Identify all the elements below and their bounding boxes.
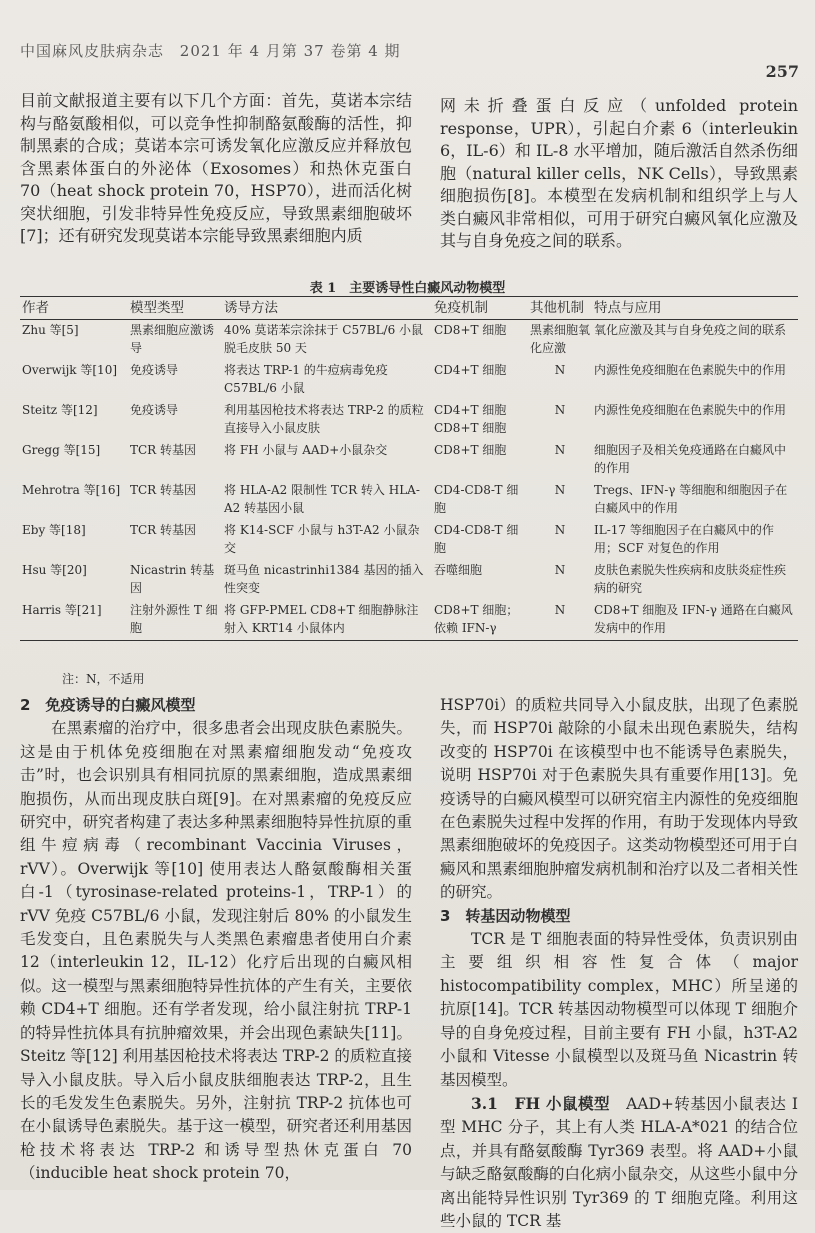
cell-method: 利用基因枪技术将表达 TRP-2 的质粒直接导入小鼠皮肤 [224,403,424,435]
cell-other: 黑素细胞氧化应激 [530,323,591,355]
cell-other: N [554,403,566,417]
cell-other: N [554,483,566,497]
bottom-left-column [20,694,412,1186]
cell-features: CD8+T 细胞及 IFN-γ 通路在白癜风发病中的作用 [592,600,798,641]
cell-features: 皮肤色素脱失性疾病和皮肤炎症性疾病的研究 [594,563,787,595]
cell-model-type: Nicastrin 转基因 [130,563,215,595]
bottom-right-column [440,694,798,1233]
table-row [20,520,798,560]
table-row [20,440,798,480]
section-3-body: TCR 是 T 细胞表面的特异性受体，负责识别由主要组织相容性复合体（major histocompatibility complex，MHC）所呈递的抗原[14]。TCR 转基因动物模型可以体现 T 细胞介导的自身免疫过程，目前主要有 FH 小鼠，h3T-A2 小鼠和 Vitesse 小鼠模型以及斑马鱼 Nicastrin 转基因模型。 [440,930,798,1089]
header-immune: 免疫机制 [432,297,528,320]
top-right-paragraph: 网未折叠蛋白反应（unfolded protein response，UPR），引起白介素 6（interleukin 6，IL-6）和 IL-8 水平增加，随后激活自然杀伤细胞（natural killer cells，NK Cells），导致黑素细胞损伤[8]。本模型在发病机制和组织学上与人类白癜风非常相似，可用于研究白癜风氧化应激及其与自身免疫之间的联系。 [440,96,798,250]
cell-author: Mehrotra 等[16] [22,483,121,497]
cell-method: 40% 莫诺苯宗涂抹于 C57BL/6 小鼠脱毛皮肤 50 天 [224,323,424,355]
model-table [20,296,798,641]
cell-author: Harris 等[21] [20,600,128,641]
table-header-row [20,297,798,320]
header-model-type: 模型类型 [128,297,222,320]
cell-features: Tregs、IFN-γ 等细胞和细胞因子在白癜风中的作用 [594,483,788,515]
cell-author: Overwijk 等[10] [22,363,118,377]
cell-features: 内源性免疫细胞在色素脱失中的作用 [594,363,787,377]
cell-model-type: 注射外源性 T 细胞 [128,600,222,641]
cell-method: 将 FH 小鼠与 AAD+小鼠杂交 [224,443,388,457]
table-row [20,480,798,520]
cell-model-type: 黑素细胞应激诱导 [130,323,215,355]
cell-model-type: 免疫诱导 [130,363,179,377]
section-3-1-body: AAD+转基因小鼠表达 I 型 MHC 分子，其上有人类 HLA-A*021 的结合位点，并具有酪氨酸酶 Tyr369 表型。将 AAD+小鼠与缺乏酪氨酸酶的白化病小鼠杂交，从这些小鼠中分离出能特异性识别 Tyr369 的 T 细胞克隆。利用这些小鼠的 TCR 基 [440,1094,798,1230]
cell-features: IL-17 等细胞因子在白癜风中的作用；SCF 对复色的作用 [594,523,774,555]
cell-immune: CD8+T 细胞；依赖 IFN-γ [432,600,528,641]
cell-immune: CD4+T 细胞 [434,363,507,377]
cell-model-type: TCR 转基因 [130,523,197,537]
cell-features: 内源性免疫细胞在色素脱失中的作用 [594,403,787,417]
cell-model-type: TCR 转基因 [130,443,197,457]
cell-other: N [554,363,566,377]
table-note: 注：N，不适用 [62,672,145,686]
page-number: 257 [765,62,799,81]
header-author: 作者 [20,297,128,320]
journal-issue: 2021 年 4 月第 37 卷第 4 期 [179,42,401,60]
cell-author: Hsu 等[20] [22,563,87,577]
cell-other: N [554,563,566,577]
top-right-column [440,95,798,253]
table-caption: 表 1 主要诱导性白癜风动物模型 [309,281,506,296]
cell-method: 将 K14-SCF 小鼠与 h3T-A2 小鼠杂交 [224,523,420,555]
section-2-continued: HSP70i）的质粒共同导入小鼠皮肤，出现了色素脱失，而 HSP70i 敲除的小鼠未出现色素脱失，结构改变的 HSP70i 在该模型中也不能诱导色素脱失，说明 HSP70i 对于色素脱失具有重要作用[13]。免疫诱导的白癜风模型可以研究宿主内源性的免疫细胞在色素脱失过程中发挥的作用，有助于发现体内导致黑素细胞破坏的免疫因子。这类动物模型还可用于白癜风和黑素细胞肿瘤发病机制和治疗以及二者相关性的研究。 [440,696,798,902]
cell-method: 将表达 TRP-1 的牛痘病毒免疫 C57BL/6 小鼠 [224,363,388,395]
header-features: 特点与应用 [592,297,798,320]
cell-immune: CD4+T 细胞 CD8+T 细胞 [434,403,507,435]
section-3-title: 3 转基因动物模型 [440,906,571,925]
top-left-column [20,90,412,248]
header-other: 其他机制 [528,297,592,320]
cell-method: 斑马鱼 nicastrinhi1384 基因的插入性突变 [224,563,424,595]
table-row [20,600,798,641]
table-row [20,320,798,361]
journal-header [20,40,401,61]
cell-author: Gregg 等[15] [22,443,101,457]
section-2-body: 在黑素瘤的治疗中，很多患者会出现皮肤色素脱失。这是由于机体免疫细胞在对黑素瘤细胞发动“免疫攻击”时，也会识别具有相同抗原的黑素细胞，造成黑素细胞损伤，从而出现皮肤白斑[9]。在对黑素瘤的免疫反应研究中，研究者构建了表达多种黑素细胞特异性抗原的重组牛痘病毒（recombinant Vaccinia Viruses，rVV）。Overwijk 等[10] 使用表达人酪氨酸酶相关蛋白-1（tyrosinase-related proteins-1，TRP-1）的 rVV 免疫 C57BL/6 小鼠，发现注射后 80% 的小鼠发生毛发变白，且色素脱失与人类黑色素瘤患者使用白介素 12（interleukin 12，IL-12）化疗后出现的白癜风相似。这一模型与黑素细胞特异性抗体的产生有关，主要依赖 CD4+T 细胞。还有学者发现，给小鼠注射抗 TRP-1 的特异性抗体具有抗肿瘤效果，并会出现色素缺失[11]。Steitz 等[12] 利用基因枪技术将表达 TRP-2 的质粒直接导入小鼠皮肤。导入后小鼠皮肤细胞表达 TRP-2，且生长的毛发发生色素脱失。另外，注射抗 TRP-2 抗体也可在小鼠诱导色素脱失。基于这一模型，研究者还利用基因枪技术将表达 TRP-2 和诱导型热休克蛋白 70（inducible heat shock protein 70， [20,719,412,1183]
cell-model-type: TCR 转基因 [130,483,197,497]
table-row [20,400,798,440]
top-left-paragraph: 目前文献报道主要有以下几个方面：首先，莫诺本宗结构与酪氨酸相似，可以竞争性抑制酪氨酸酶的活性，抑制黑素的合成；莫诺本宗可诱发氧化应激反应并释放包含黑素体蛋白的外泌体（Exosomes）和热休克蛋白 70（heat shock protein 70，HSP70），进而活化树突状细胞，引发非特异性免疫反应，导致黑素细胞破坏[7]；还有研究发现莫诺本宗能导致黑素细胞内质 [20,91,412,245]
cell-features: 氧化应激及其与自身免疫之间的联系 [594,323,787,337]
cell-author: Zhu 等[5] [22,323,79,337]
section-3-1-paragraph [440,1092,798,1233]
cell-other: N [554,523,566,537]
table-row [20,360,798,400]
cell-method: 将 HLA-A2 限制性 TCR 转入 HLA-A2 转基因小鼠 [224,483,420,515]
section-3-1-title: 3.1 FH 小鼠模型 [471,1093,611,1113]
cell-model-type: 免疫诱导 [130,403,179,417]
cell-other: N [554,443,566,457]
journal-name: 中国麻风皮肤病杂志 [20,42,165,60]
header-method: 诱导方法 [222,297,432,320]
cell-author: Steitz 等[12] [22,403,98,417]
cell-other: N [528,600,592,641]
cell-method: 将 GFP-PMEL CD8+T 细胞静脉注射入 KRT14 小鼠体内 [222,600,432,641]
cell-immune: CD4-CD8-T 细胞 [434,523,519,555]
cell-immune: CD8+T 细胞 [434,323,507,337]
cell-immune: CD8+T 细胞 [434,443,507,457]
cell-immune: CD4-CD8-T 细胞 [434,483,519,515]
table-row [20,560,798,600]
section-2-title: 2 免疫诱导的白癜风模型 [20,696,196,714]
cell-author: Eby 等[18] [22,523,86,537]
cell-immune: 吞噬细胞 [434,563,483,577]
cell-features: 细胞因子及相关免疫通路在白癜风中的作用 [594,443,787,475]
